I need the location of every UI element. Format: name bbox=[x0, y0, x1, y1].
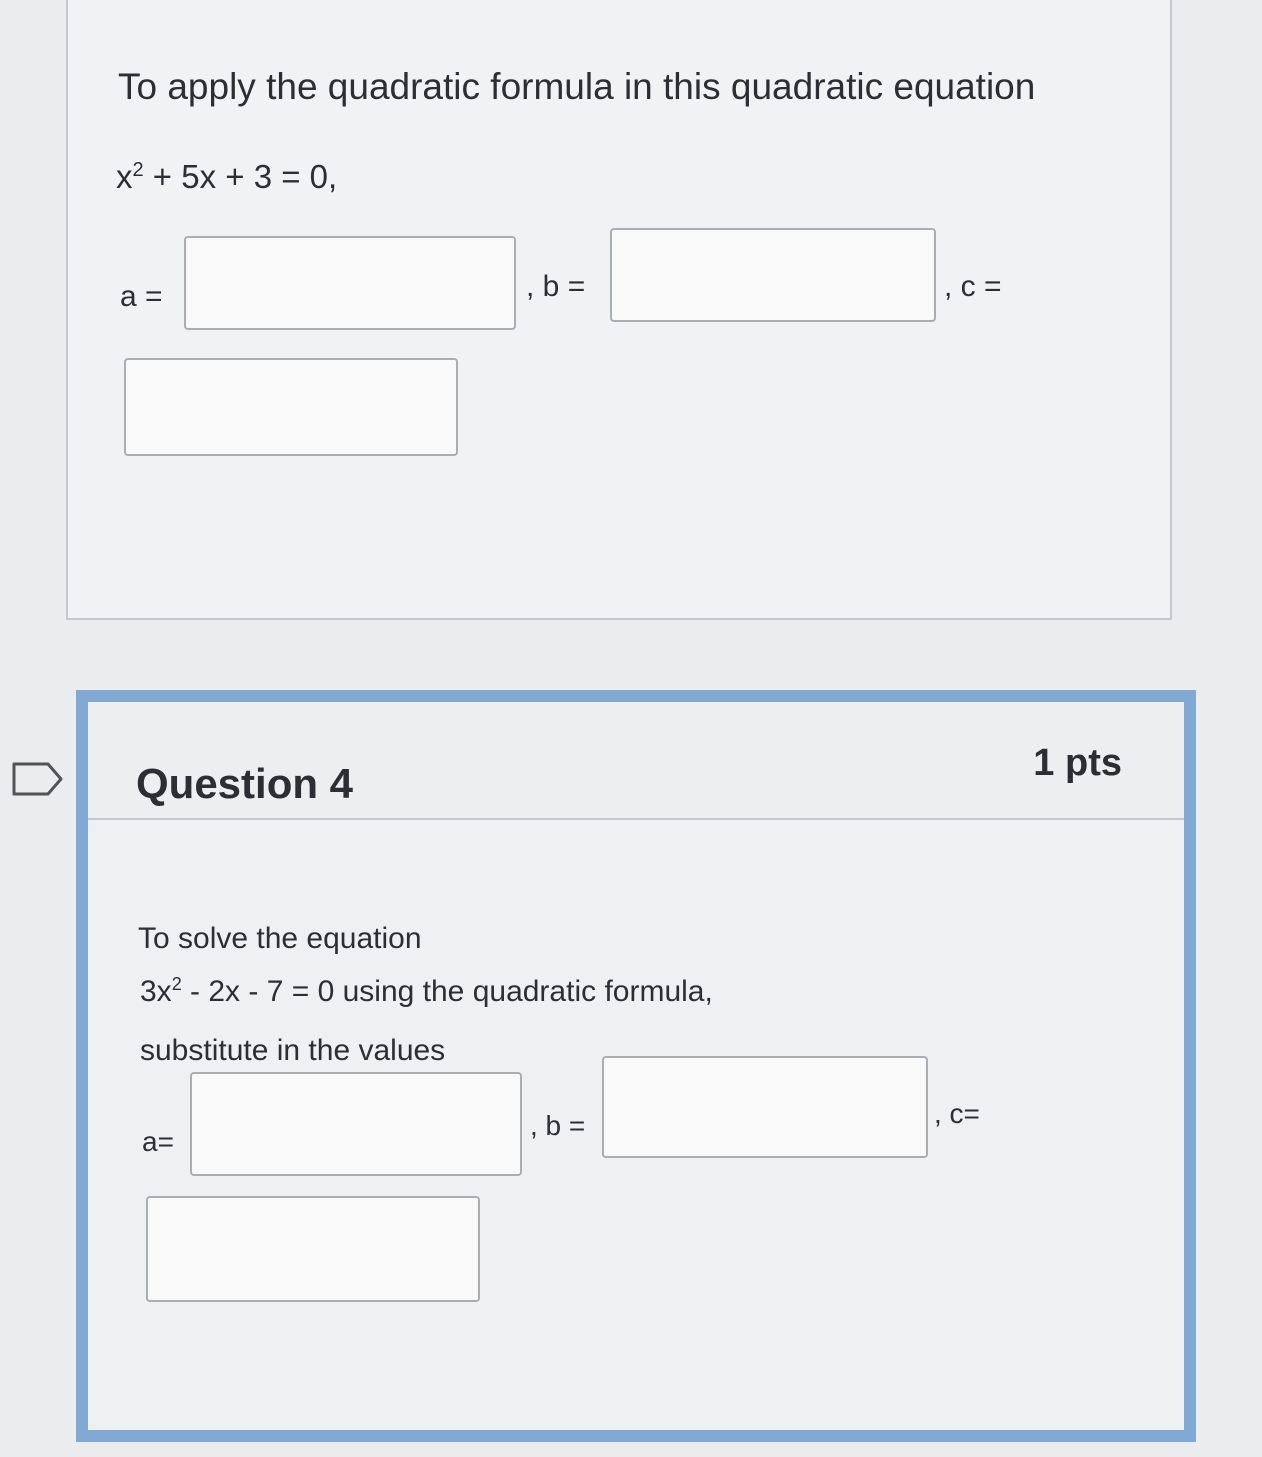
q3-label-a: a = bbox=[120, 280, 163, 313]
question-4-line-3: substitute in the values bbox=[140, 1034, 446, 1067]
equation-rest: + 5x + 3 = 0, bbox=[143, 158, 338, 195]
q4-input-c[interactable] bbox=[148, 1198, 478, 1300]
question-4-header bbox=[88, 702, 1184, 820]
question-3-prompt: To apply the quadratic formula in this quadratic equation bbox=[118, 66, 1036, 107]
question-4-equation bbox=[140, 974, 713, 1009]
flag-outline-icon[interactable] bbox=[12, 762, 64, 796]
q3-input-b[interactable] bbox=[612, 230, 934, 320]
q3-label-c: , c = bbox=[944, 270, 1002, 303]
q4-label-b: , b = bbox=[530, 1110, 586, 1141]
q4-input-b-box[interactable] bbox=[602, 1056, 928, 1158]
q4-input-a[interactable] bbox=[192, 1074, 520, 1174]
q4-input-a-box[interactable] bbox=[190, 1072, 522, 1176]
q3-input-c-box[interactable] bbox=[124, 358, 458, 456]
q3-input-c[interactable] bbox=[126, 360, 456, 454]
equation-rest: - 2x - 7 = 0 using the quadratic formula, bbox=[181, 975, 713, 1008]
q4-input-b[interactable] bbox=[604, 1058, 926, 1156]
q3-label-b: , b = bbox=[526, 270, 586, 303]
q4-input-c-box[interactable] bbox=[146, 1196, 480, 1302]
q4-label-c: , c= bbox=[934, 1098, 980, 1129]
equation-exponent: 2 bbox=[132, 159, 144, 181]
question-points: 1 pts bbox=[1033, 742, 1122, 784]
q3-input-a-box[interactable] bbox=[184, 236, 516, 330]
equation-base: x bbox=[116, 158, 133, 195]
question-title: Question 4 bbox=[136, 760, 354, 807]
equation-base: 3x bbox=[140, 975, 172, 1008]
q4-label-a: a= bbox=[142, 1126, 174, 1157]
question-4-line-1: To solve the equation bbox=[138, 922, 422, 955]
q3-input-a[interactable] bbox=[186, 238, 514, 328]
q3-input-b-box[interactable] bbox=[610, 228, 936, 322]
equation-exponent: 2 bbox=[171, 974, 182, 994]
question-3-equation bbox=[116, 158, 337, 196]
